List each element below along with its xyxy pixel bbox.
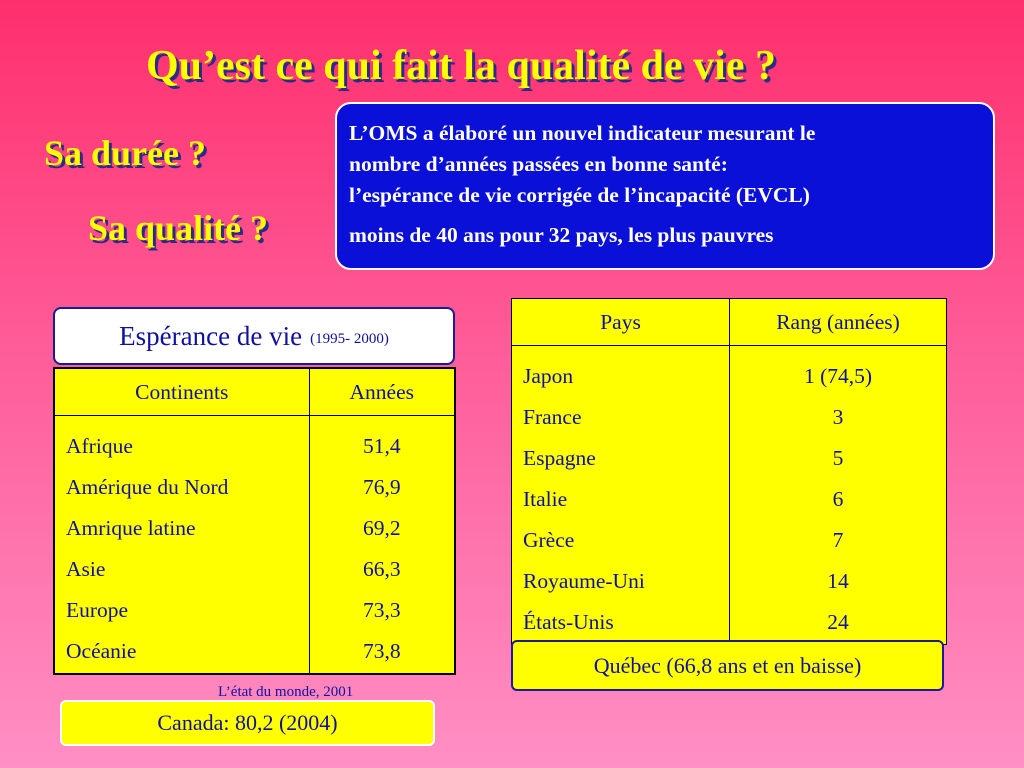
- country-rank: 3: [832, 405, 844, 429]
- continent-name: Océanie: [66, 639, 137, 663]
- oms-line-4: moins de 40 ans pour 32 pays, les plus pauvres: [349, 223, 774, 247]
- oms-line-1: L’OMS a élaboré un nouvel indicateur mesurant le: [349, 121, 816, 145]
- source-caption: L’état du monde, 2001: [218, 684, 354, 700]
- continent-value: 73,3: [362, 598, 401, 622]
- continent-name: Afrique: [66, 434, 133, 458]
- country-rank: 5: [832, 446, 844, 470]
- continent-value: 51,4: [362, 434, 401, 458]
- oms-line-2: nombre d’années passées en bonne santé:: [349, 152, 728, 176]
- country-rank: 14: [827, 569, 849, 593]
- country-name: Grèce: [523, 528, 575, 552]
- continent-value: 76,9: [362, 475, 401, 499]
- col-header-continents: Continents: [54, 368, 309, 416]
- pays-values-cell: [730, 346, 947, 645]
- quebec-box: Québec (66,8 ans et en baisse): [511, 640, 944, 691]
- subtitle-duree: Sa durée ?: [44, 133, 206, 173]
- continent-value: 73,8: [362, 639, 401, 663]
- country-name: Italie: [523, 487, 568, 511]
- continent-name: Asie: [66, 557, 106, 581]
- country-rank: 6: [832, 487, 844, 511]
- col-header-annees: Années: [309, 368, 455, 416]
- country-rank: 1 (74,5): [803, 364, 873, 388]
- esperance-label-box: [53, 307, 455, 365]
- page-title: Qu’est ce qui fait la qualité de vie ?: [146, 43, 776, 89]
- pays-table: [511, 298, 947, 645]
- continent-name: Europe: [66, 598, 129, 622]
- esperance-label: Espérance de vie: [119, 320, 303, 351]
- col-header-pays: Pays: [512, 299, 730, 346]
- esperance-period: (1995- 2000): [310, 330, 389, 347]
- oms-info-box: [335, 102, 995, 270]
- country-name: France: [523, 405, 582, 429]
- country-name: Royaume-Uni: [523, 569, 645, 593]
- continent-value: 69,2: [362, 516, 401, 540]
- pays-names-cell: [512, 346, 730, 645]
- continent-names-cell: [54, 416, 309, 675]
- continents-table: [53, 367, 456, 675]
- country-rank: 24: [827, 610, 849, 634]
- oms-line-3: l’espérance de vie corrigée de l’incapacité (EVCL): [349, 183, 810, 207]
- continent-name: Amrique latine: [66, 516, 196, 540]
- country-name: États-Unis: [523, 610, 614, 634]
- country-name: Espagne: [523, 446, 596, 470]
- continent-name: Amérique du Nord: [66, 475, 229, 499]
- country-name: Japon: [523, 364, 574, 388]
- subtitle-qualite: Sa qualité ?: [88, 208, 269, 248]
- continent-value: 66,3: [362, 557, 401, 581]
- continent-values-cell: [309, 416, 455, 675]
- country-rank: 7: [832, 528, 844, 552]
- col-header-rang: Rang (années): [730, 299, 947, 346]
- canada-box: Canada: 80,2 (2004): [60, 700, 435, 746]
